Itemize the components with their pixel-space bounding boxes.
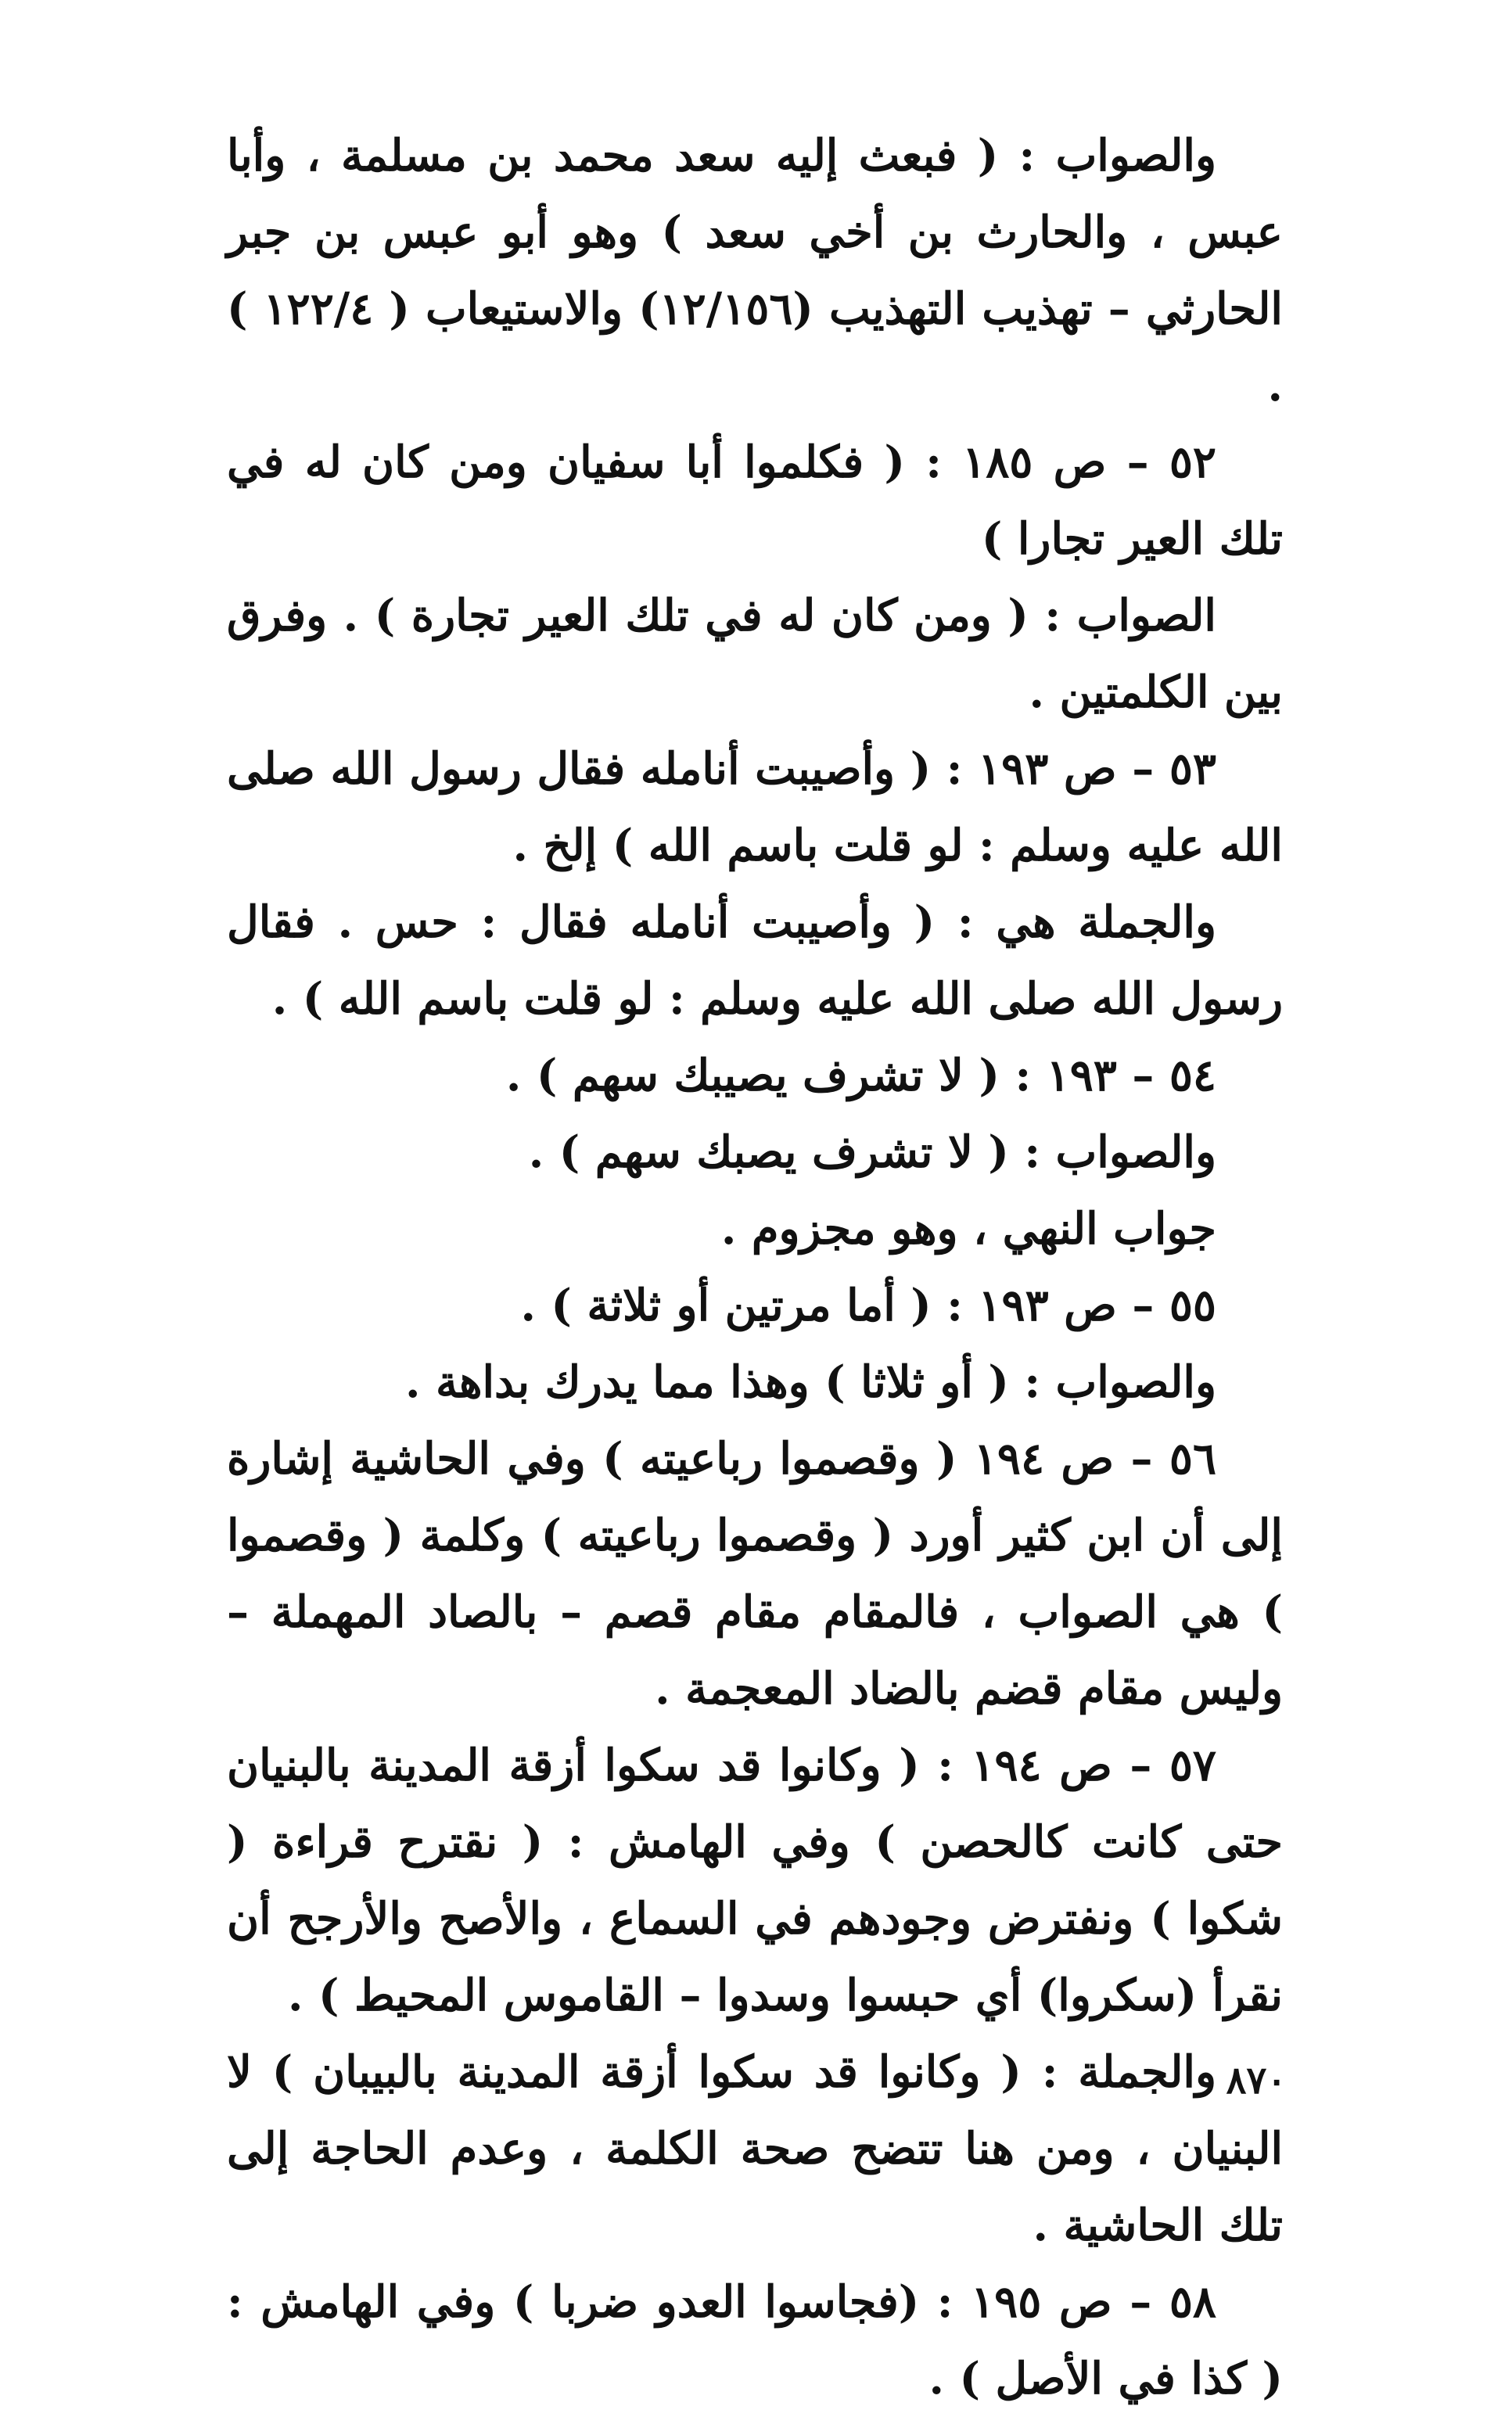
- paragraph-item-56: ٥٦ – ص ١٩٤ ( وقصموا رباعيته ) وفي الحاشية إشارة إلى أن ابن كثير أورد ( وقصموا رباعيته ) وكلمة ( وقصموا ) هي الصواب ، فالمقام مقام قصم – بالصاد المهملة – وليس مقام قضم بالضاد المعجمة .: [227, 1433, 1283, 1715]
- page-number: ٨٧٠: [1226, 2059, 1287, 2103]
- paragraph-correction-53: والجملة هي : ( وأصيبت أنامله فقال : حس . فقال رسول الله صلى الله عليه وسلم : لو قلت باسم الله ) .: [227, 896, 1283, 1025]
- paragraph-item-57: ٥٧ – ص ١٩٤ : ( وكانوا قد سكوا أزقة المدينة بالبنيان حتى كانت كالحصن ) وفي الهامش : ( نقترح قراءة ( شكوا ) ونفترض وجودهم في السماع ، والأصح والأرجح أن نقرأ (سكروا) أي حبسوا وسدوا – القاموس المحيط ) .: [227, 1740, 1283, 2021]
- paragraph-item-54: ٥٤ – ١٩٣ : ( لا تشرف يصيبك سهم ) .: [505, 1050, 1216, 1101]
- paragraph-item-55: ٥٥ – ص ١٩٣ : ( أما مرتين أو ثلاثة ) .: [520, 1280, 1216, 1331]
- paragraph-item-52: ٥٢ – ص ١٨٥ : ( فكلموا أبا سفيان ومن كان له في تلك العير تجارا ): [227, 436, 1283, 565]
- paragraph-item-58: ٥٨ – ص ١٩٥ : (فجاسوا العدو ضربا ) وفي الهامش : ( كذا في الأصل ) .: [227, 2276, 1283, 2404]
- paragraph-correction-52: الصواب : ( ومن كان له في تلك العير تجارة ) . وفرق بين الكلمتين .: [227, 590, 1283, 718]
- paragraph-item-53: ٥٣ – ص ١٩٣ : ( وأصيبت أنامله فقال رسول الله صلى الله عليه وسلم : لو قلت باسم الله ) إلخ .: [227, 743, 1283, 871]
- paragraph-correction-57: والجملة : ( وكانوا قد سكوا أزقة المدينة بالبيبان ) لا البنيان ، ومن هنا تتضح صحة الكلمة ، وعدم الحاجة إلى تلك الحاشية .: [227, 2046, 1283, 2251]
- paragraph-correction-55: والصواب : ( أو ثلاثا ) وهذا مما يدرك بداهة .: [404, 1356, 1216, 1408]
- paragraph-correction-1: والصواب : ( فبعث إليه سعد محمد بن مسلمة ، وأبا عبس ، والحارث بن أخي سعد ) وهو أبو عبس بن جبر الحارثي – تهذيب التهذيب (١٢/١٥٦) والاستيعاب ( ١٢٢/٤ ) .: [227, 130, 1283, 411]
- paragraph-correction-54: والصواب : ( لا تشرف يصبك سهم ) .: [528, 1126, 1216, 1178]
- body-text: [227, 117, 1283, 2417]
- paragraph-note-54: جواب النهي ، وهو مجزوم .: [720, 1203, 1216, 1255]
